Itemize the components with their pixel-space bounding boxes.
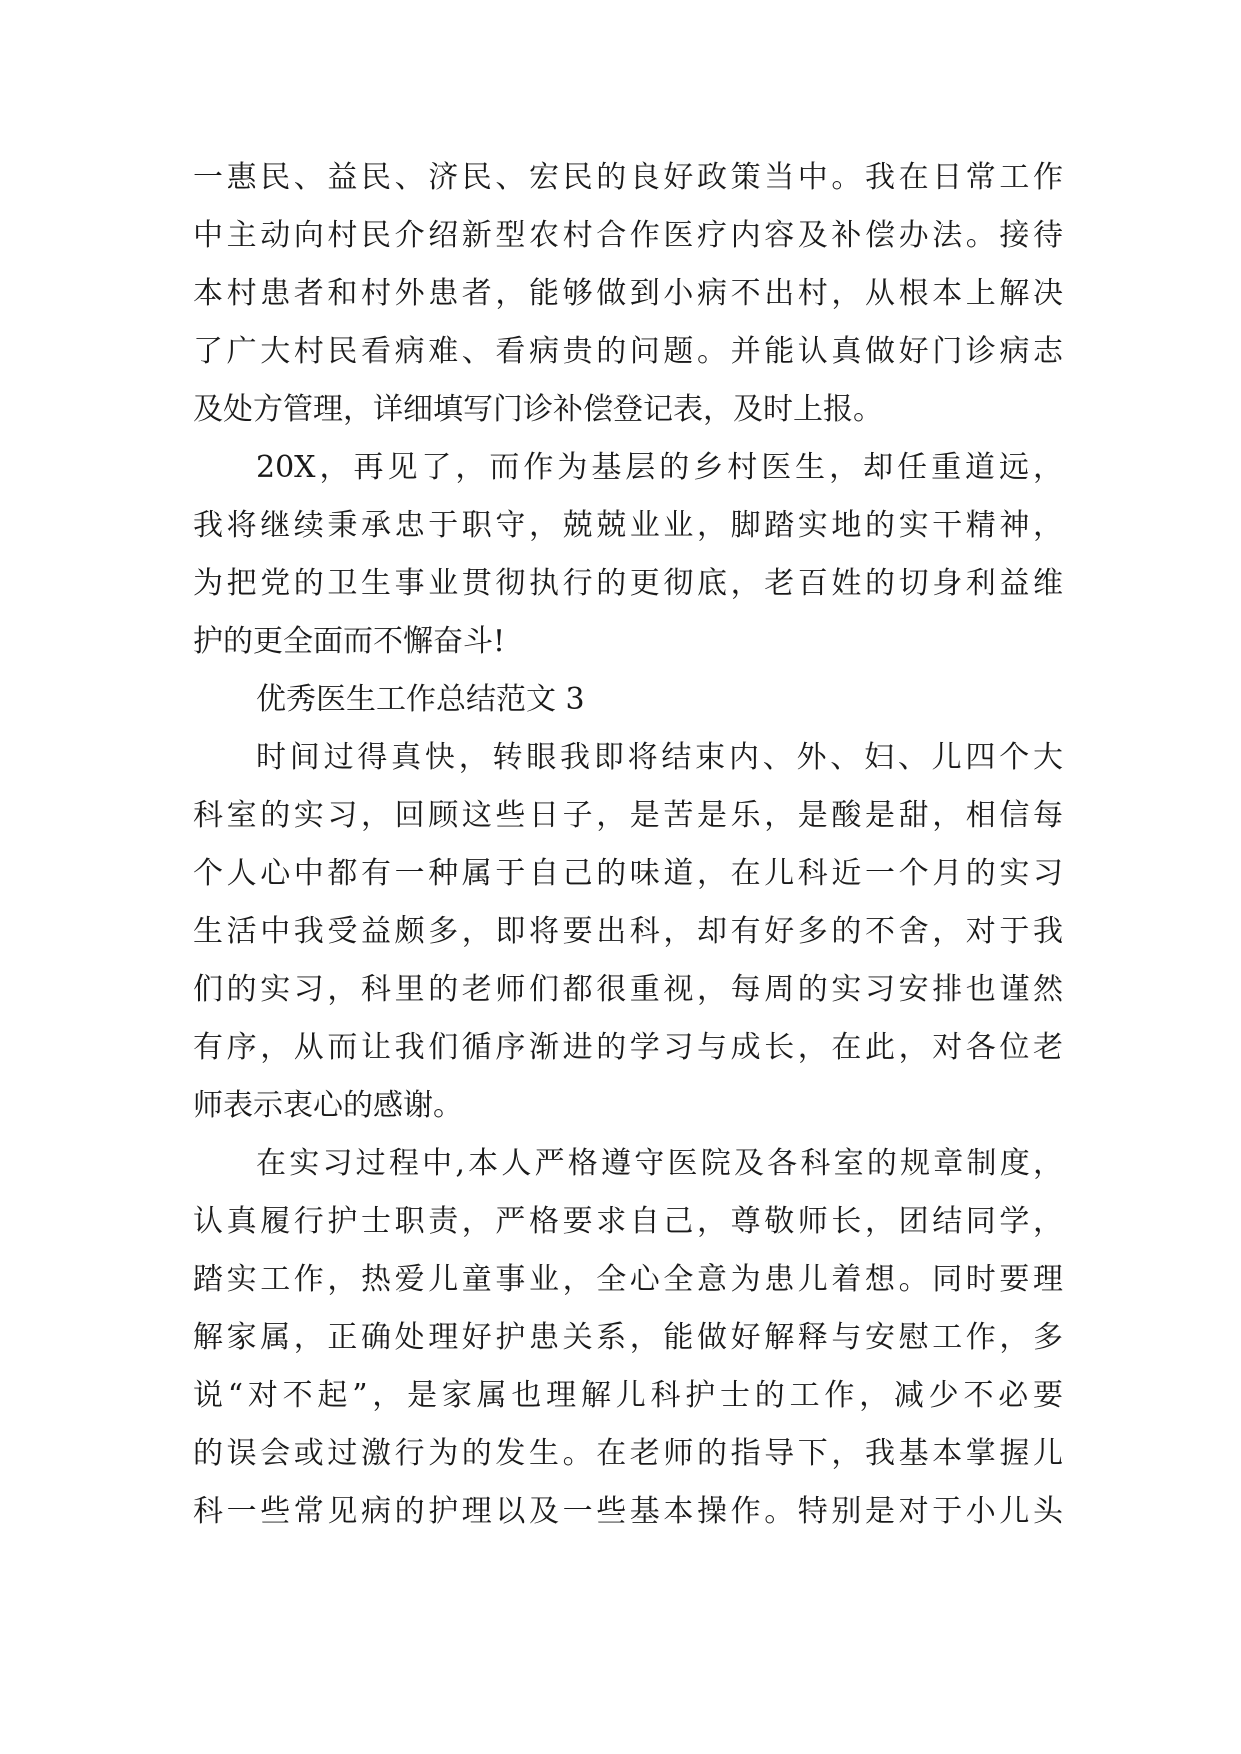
text-line: 科一些常见病的护理以及一些基本操作。特别是对于小儿头 — [193, 1494, 1063, 1529]
text-line: 的误会或过激行为的发生。在老师的指导下，我基本掌握儿 — [193, 1436, 1063, 1471]
text-line: 解家属，正确处理好护患关系，能做好解释与安慰工作，多 — [193, 1320, 1063, 1355]
text-line: 了广大村民看病难、看病贵的问题。并能认真做好门诊病志 — [193, 334, 1063, 369]
text-line: 生活中我受益颇多，即将要出科，却有好多的不舍，对于我 — [193, 914, 1063, 949]
text-line: 个人心中都有一种属于自己的味道，在儿科近一个月的实习 — [193, 856, 1063, 891]
text-line: 师表示衷心的感谢。 — [193, 1088, 463, 1123]
text-line: 时间过得真快，转眼我即将结束内、外、妇、儿四个大 — [256, 740, 1063, 775]
text-line: 我将继续秉承忠于职守，兢兢业业，脚踏实地的实干精神， — [193, 508, 1063, 543]
section-heading: 优秀医生工作总结范文 3 — [256, 682, 585, 717]
text-line: 20X，再见了，而作为基层的乡村医生，却任重道远， — [256, 450, 1063, 485]
text-line: 科室的实习，回顾这些日子，是苦是乐，是酸是甜，相信每 — [193, 798, 1063, 833]
text-line: 一惠民、益民、济民、宏民的良好政策当中。我在日常工作 — [193, 160, 1063, 195]
text-line: 踏实工作，热爱儿童事业，全心全意为患儿着想。同时要理 — [193, 1262, 1063, 1297]
text-line: 本村患者和村外患者，能够做到小病不出村，从根本上解决 — [193, 276, 1063, 311]
text-line: 护的更全面而不懈奋斗! — [193, 624, 506, 659]
text-line: 中主动向村民介绍新型农村合作医疗内容及补偿办法。接待 — [193, 218, 1063, 253]
text-line: 有序，从而让我们循序渐进的学习与成长，在此，对各位老 — [193, 1030, 1063, 1065]
text-line: 们的实习，科里的老师们都很重视，每周的实习安排也谨然 — [193, 972, 1063, 1007]
text-line: 及处方管理，详细填写门诊补偿登记表，及时上报。 — [193, 392, 883, 427]
text-line: 认真履行护士职责，严格要求自己，尊敬师长，团结同学， — [193, 1204, 1063, 1239]
text-line: 在实习过程中,本人严格遵守医院及各科室的规章制度， — [256, 1146, 1063, 1181]
text-line: 为把党的卫生事业贯彻执行的更彻底，老百姓的切身利益维 — [193, 566, 1063, 601]
text-line: 说“对不起”，是家属也理解儿科护士的工作，减少不必要 — [193, 1378, 1063, 1413]
